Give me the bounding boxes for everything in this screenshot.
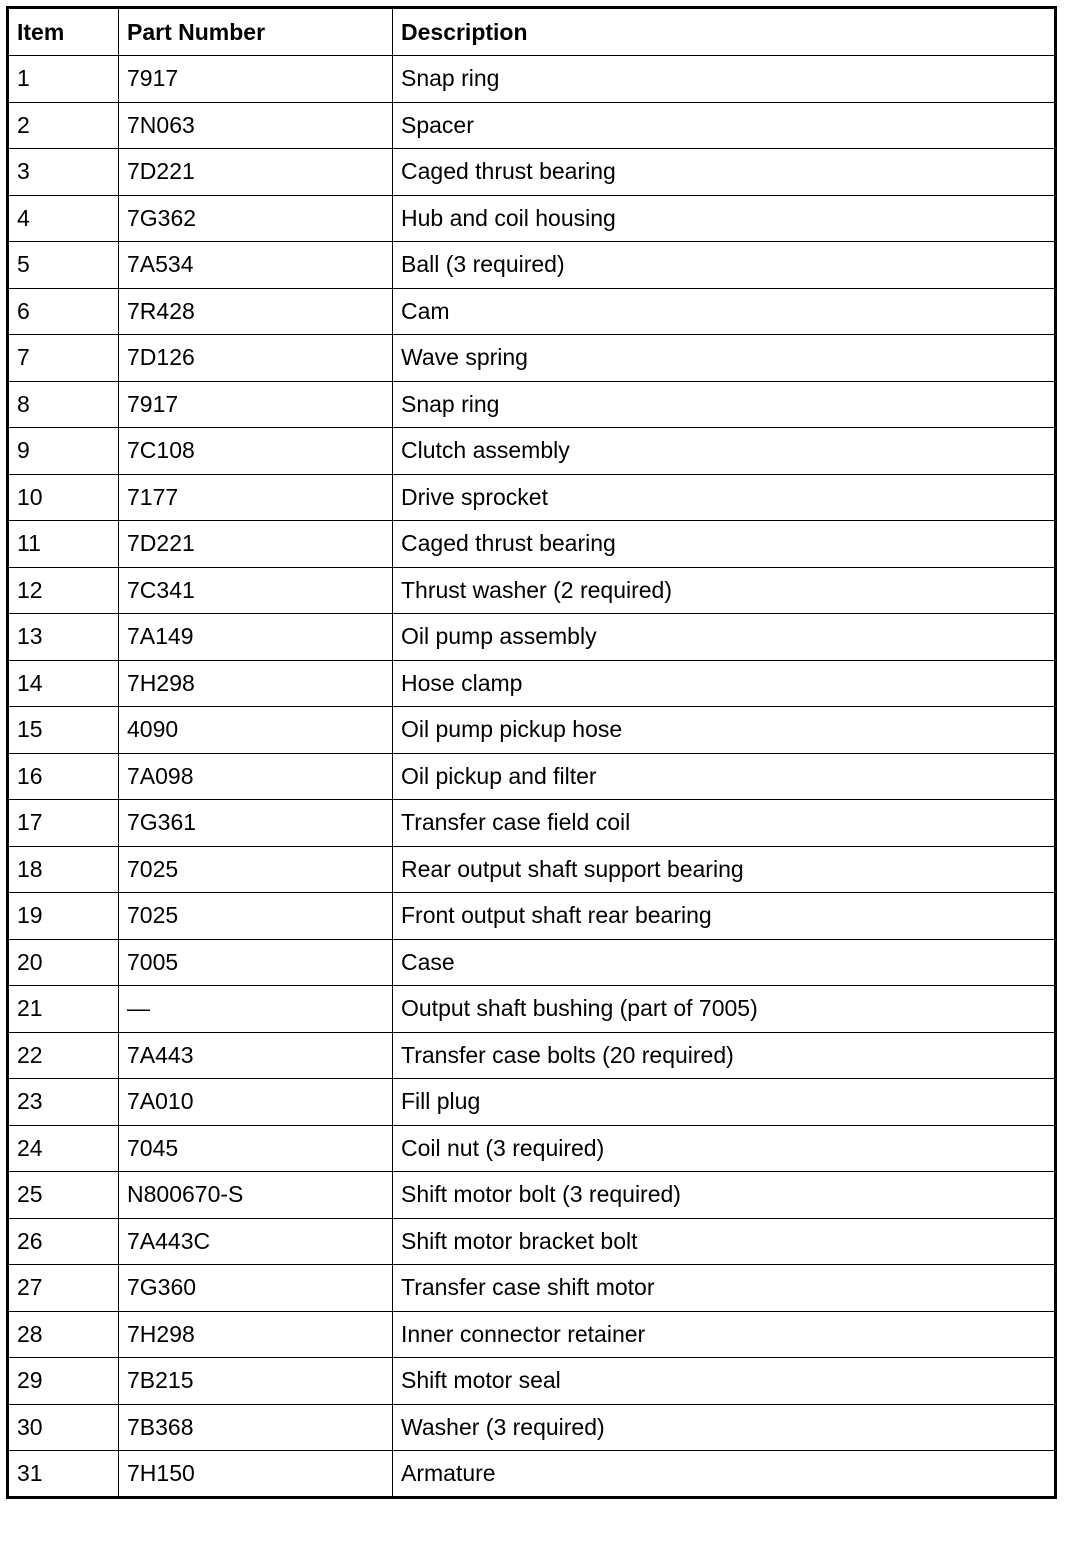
cell-description: Oil pump assembly xyxy=(393,614,1056,661)
cell-description: Drive sprocket xyxy=(393,474,1056,521)
cell-description: Shift motor bolt (3 required) xyxy=(393,1172,1056,1219)
cell-item: 11 xyxy=(8,521,119,568)
cell-part-number: 7A443C xyxy=(119,1218,393,1265)
table-row xyxy=(8,1218,1056,1265)
cell-item: 12 xyxy=(8,567,119,614)
cell-description: Wave spring xyxy=(393,335,1056,382)
cell-item: 25 xyxy=(8,1172,119,1219)
cell-item: 17 xyxy=(8,800,119,847)
table-row xyxy=(8,1079,1056,1126)
cell-description: Shift motor bracket bolt xyxy=(393,1218,1056,1265)
cell-part-number: 7H150 xyxy=(119,1451,393,1498)
cell-part-number: 7005 xyxy=(119,939,393,986)
cell-part-number: 7C341 xyxy=(119,567,393,614)
table-row xyxy=(8,195,1056,242)
cell-description: Armature xyxy=(393,1451,1056,1498)
cell-part-number: 7H298 xyxy=(119,660,393,707)
table-row xyxy=(8,614,1056,661)
table-header xyxy=(8,8,1056,56)
cell-description: Oil pump pickup hose xyxy=(393,707,1056,754)
table-row xyxy=(8,1451,1056,1498)
table-row xyxy=(8,1311,1056,1358)
column-header-description: Description xyxy=(393,8,1056,56)
cell-description: Oil pickup and filter xyxy=(393,753,1056,800)
cell-item: 16 xyxy=(8,753,119,800)
cell-description: Ball (3 required) xyxy=(393,242,1056,289)
table-row xyxy=(8,428,1056,475)
table-row xyxy=(8,800,1056,847)
cell-part-number: 7A149 xyxy=(119,614,393,661)
table-row xyxy=(8,753,1056,800)
cell-item: 31 xyxy=(8,1451,119,1498)
cell-item: 14 xyxy=(8,660,119,707)
cell-description: Thrust washer (2 required) xyxy=(393,567,1056,614)
table-row xyxy=(8,986,1056,1033)
table-row xyxy=(8,474,1056,521)
table-row xyxy=(8,56,1056,103)
cell-item: 2 xyxy=(8,102,119,149)
table-row xyxy=(8,288,1056,335)
cell-item: 26 xyxy=(8,1218,119,1265)
table-row xyxy=(8,893,1056,940)
cell-part-number: 7025 xyxy=(119,893,393,940)
cell-description: Transfer case field coil xyxy=(393,800,1056,847)
cell-description: Front output shaft rear bearing xyxy=(393,893,1056,940)
cell-description: Hub and coil housing xyxy=(393,195,1056,242)
table-body xyxy=(8,56,1056,1498)
cell-description: Shift motor seal xyxy=(393,1358,1056,1405)
cell-part-number: 7A010 xyxy=(119,1079,393,1126)
cell-description: Case xyxy=(393,939,1056,986)
cell-item: 9 xyxy=(8,428,119,475)
cell-part-number: 7D126 xyxy=(119,335,393,382)
table-row xyxy=(8,846,1056,893)
cell-part-number: 7D221 xyxy=(119,149,393,196)
table-row xyxy=(8,381,1056,428)
parts-table xyxy=(6,6,1057,1499)
cell-part-number: N800670-S xyxy=(119,1172,393,1219)
cell-item: 23 xyxy=(8,1079,119,1126)
cell-item: 13 xyxy=(8,614,119,661)
cell-item: 29 xyxy=(8,1358,119,1405)
cell-part-number: 7B368 xyxy=(119,1404,393,1451)
cell-item: 22 xyxy=(8,1032,119,1079)
cell-description: Caged thrust bearing xyxy=(393,521,1056,568)
table-row xyxy=(8,1265,1056,1312)
cell-description: Inner connector retainer xyxy=(393,1311,1056,1358)
cell-item: 1 xyxy=(8,56,119,103)
table-row xyxy=(8,1032,1056,1079)
cell-part-number: 7A098 xyxy=(119,753,393,800)
table-row xyxy=(8,1125,1056,1172)
cell-description: Transfer case shift motor xyxy=(393,1265,1056,1312)
cell-item: 27 xyxy=(8,1265,119,1312)
cell-description: Output shaft bushing (part of 7005) xyxy=(393,986,1056,1033)
cell-part-number: 7C108 xyxy=(119,428,393,475)
cell-part-number: 7G360 xyxy=(119,1265,393,1312)
cell-item: 30 xyxy=(8,1404,119,1451)
cell-description: Clutch assembly xyxy=(393,428,1056,475)
table-row xyxy=(8,242,1056,289)
cell-description: Hose clamp xyxy=(393,660,1056,707)
cell-part-number: 7H298 xyxy=(119,1311,393,1358)
cell-description: Coil nut (3 required) xyxy=(393,1125,1056,1172)
cell-item: 7 xyxy=(8,335,119,382)
cell-part-number: 7025 xyxy=(119,846,393,893)
cell-part-number: 7917 xyxy=(119,381,393,428)
cell-item: 19 xyxy=(8,893,119,940)
cell-description: Fill plug xyxy=(393,1079,1056,1126)
cell-item: 8 xyxy=(8,381,119,428)
table-row xyxy=(8,1172,1056,1219)
cell-description: Transfer case bolts (20 required) xyxy=(393,1032,1056,1079)
table-row xyxy=(8,1358,1056,1405)
cell-description: Snap ring xyxy=(393,56,1056,103)
cell-part-number: 7A534 xyxy=(119,242,393,289)
cell-item: 28 xyxy=(8,1311,119,1358)
cell-part-number: 4090 xyxy=(119,707,393,754)
cell-part-number: 7177 xyxy=(119,474,393,521)
cell-part-number: 7G361 xyxy=(119,800,393,847)
cell-description: Cam xyxy=(393,288,1056,335)
cell-description: Snap ring xyxy=(393,381,1056,428)
table-row xyxy=(8,335,1056,382)
table-row xyxy=(8,1404,1056,1451)
table-row xyxy=(8,102,1056,149)
cell-part-number: 7D221 xyxy=(119,521,393,568)
cell-item: 10 xyxy=(8,474,119,521)
cell-item: 6 xyxy=(8,288,119,335)
table-row xyxy=(8,521,1056,568)
table-row xyxy=(8,567,1056,614)
column-header-part-number: Part Number xyxy=(119,8,393,56)
cell-item: 18 xyxy=(8,846,119,893)
cell-description: Spacer xyxy=(393,102,1056,149)
cell-part-number: 7R428 xyxy=(119,288,393,335)
cell-part-number: 7B215 xyxy=(119,1358,393,1405)
cell-part-number: — xyxy=(119,986,393,1033)
cell-item: 3 xyxy=(8,149,119,196)
table-row xyxy=(8,149,1056,196)
cell-item: 21 xyxy=(8,986,119,1033)
cell-description: Caged thrust bearing xyxy=(393,149,1056,196)
cell-part-number: 7045 xyxy=(119,1125,393,1172)
column-header-item: Item xyxy=(8,8,119,56)
table-row xyxy=(8,660,1056,707)
cell-part-number: 7N063 xyxy=(119,102,393,149)
cell-description: Washer (3 required) xyxy=(393,1404,1056,1451)
cell-item: 15 xyxy=(8,707,119,754)
cell-part-number: 7A443 xyxy=(119,1032,393,1079)
header-row xyxy=(8,8,1056,56)
cell-part-number: 7G362 xyxy=(119,195,393,242)
cell-item: 24 xyxy=(8,1125,119,1172)
table-row xyxy=(8,707,1056,754)
cell-item: 4 xyxy=(8,195,119,242)
cell-item: 20 xyxy=(8,939,119,986)
cell-part-number: 7917 xyxy=(119,56,393,103)
cell-description: Rear output shaft support bearing xyxy=(393,846,1056,893)
table-row xyxy=(8,939,1056,986)
cell-item: 5 xyxy=(8,242,119,289)
